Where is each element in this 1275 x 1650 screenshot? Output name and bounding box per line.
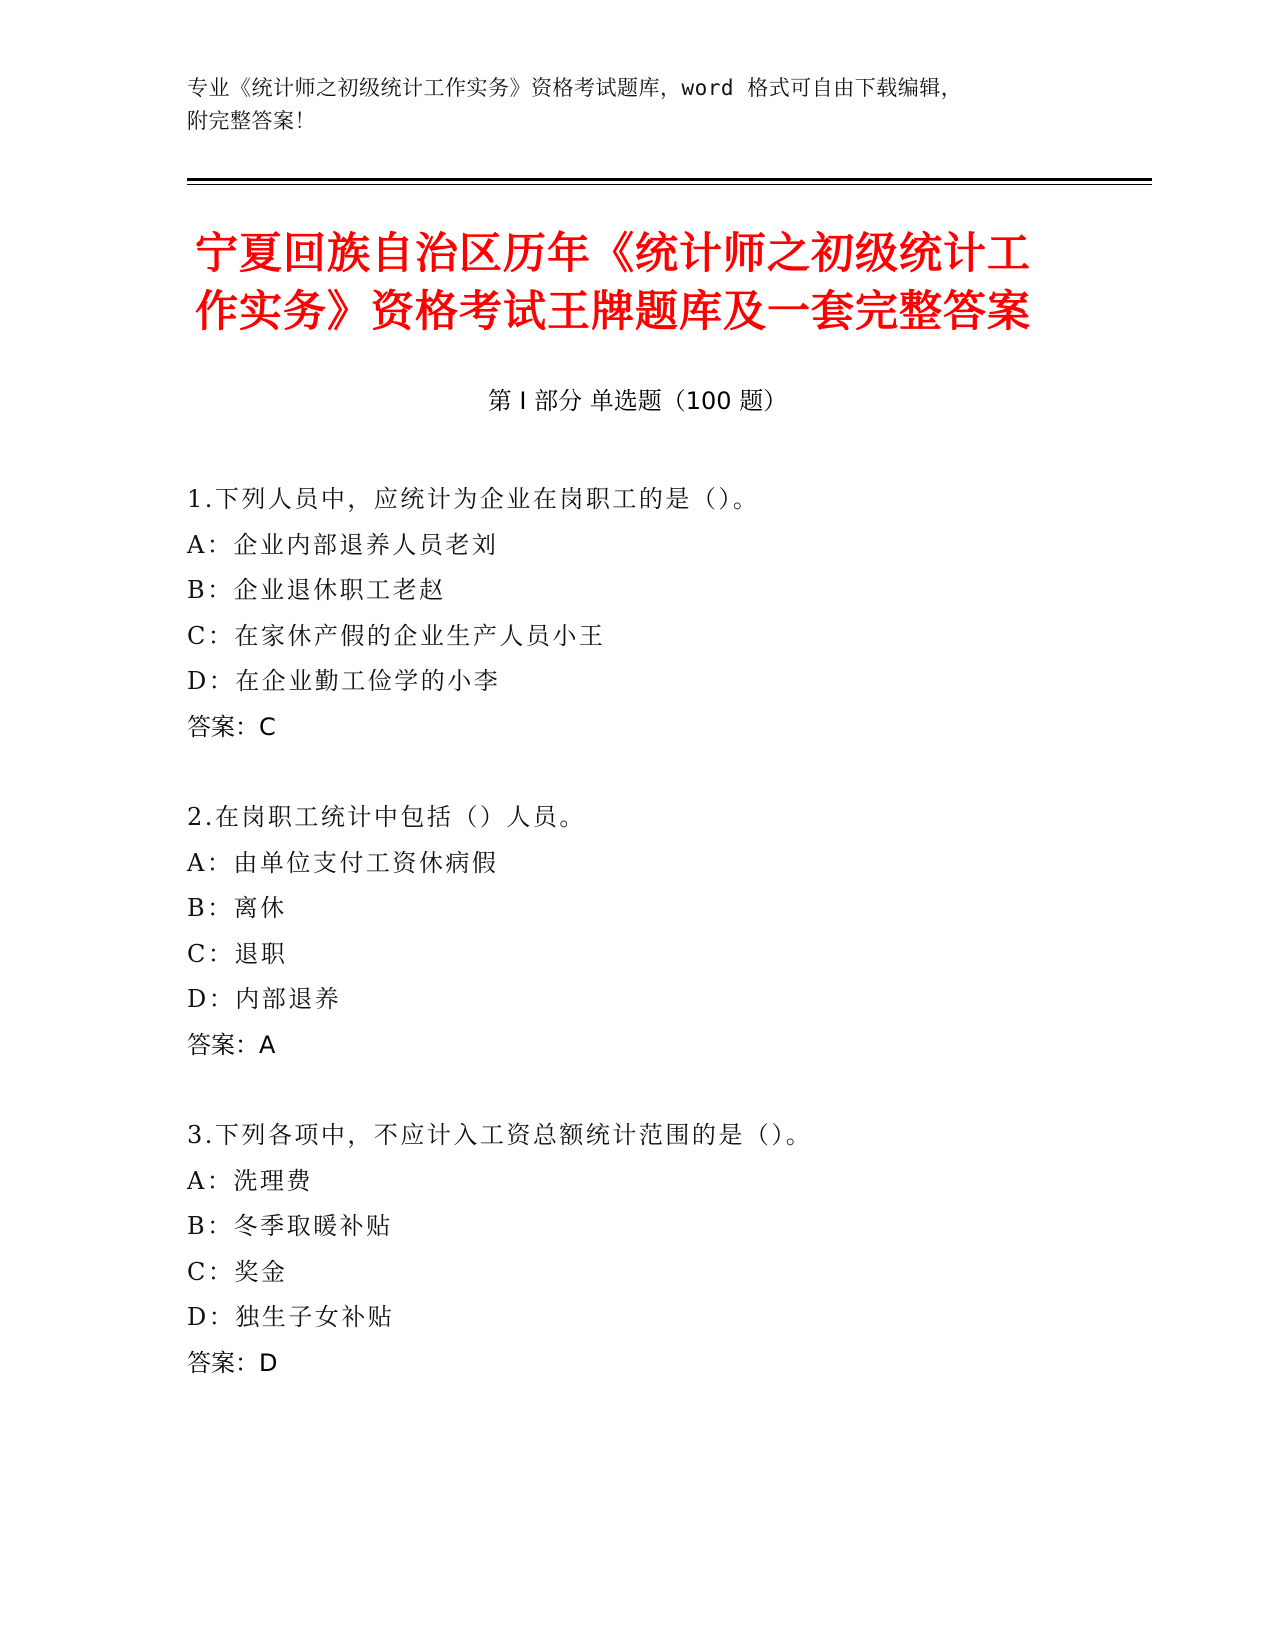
option-a: A：企业内部退养人员老刘 [187, 530, 499, 559]
header-note-line-2: 附完整答案！ [187, 109, 316, 133]
header-divider-thick [187, 178, 1152, 181]
header-note [187, 72, 1087, 138]
question-stem: 2.在岗职工统计中包括（）人员。 [187, 803, 586, 831]
option-d: D：在企业勤工俭学的小李 [187, 667, 501, 695]
question-item [187, 1113, 1127, 1386]
option-c: C：退职 [187, 939, 288, 968]
option-d: D：独生子女补贴 [187, 1303, 395, 1331]
answer-line: 答案：D [187, 1348, 278, 1377]
document-title-line-1: 宁夏回族自治区历年《统计师之初级统计工 [195, 229, 1031, 279]
question-item [187, 477, 1127, 750]
section-heading: 第 I 部分 单选题（100 题） [487, 387, 788, 415]
header-divider-thin [187, 184, 1152, 185]
option-b: B：离休 [187, 894, 287, 922]
option-c: C：在家休产假的企业生产人员小王 [187, 621, 606, 650]
option-d: D：内部退养 [187, 985, 342, 1013]
question-stem: 1.下列人员中，应统计为企业在岗职工的是（）。 [187, 485, 760, 513]
answer-line: 答案：A [187, 1030, 276, 1059]
question-item [187, 795, 1127, 1068]
option-c: C：奖金 [187, 1257, 288, 1286]
option-a: A：由单位支付工资休病假 [187, 848, 499, 877]
header-note-line-1: 专业《统计师之初级统计工作实务》资格考试题库，word 格式可自由下载编辑， [187, 76, 963, 100]
question-list [187, 477, 1127, 1431]
question-stem: 3.下列各项中，不应计入工资总额统计范围的是（）。 [187, 1121, 813, 1149]
option-a: A：洗理费 [187, 1166, 313, 1195]
document-title-line-2: 作实务》资格考试王牌题库及一套完整答案 [195, 287, 1031, 337]
answer-line: 答案：C [187, 712, 276, 741]
option-b: B：冬季取暖补贴 [187, 1212, 393, 1240]
document-title [195, 225, 1095, 341]
option-b: B：企业退休职工老赵 [187, 576, 446, 604]
